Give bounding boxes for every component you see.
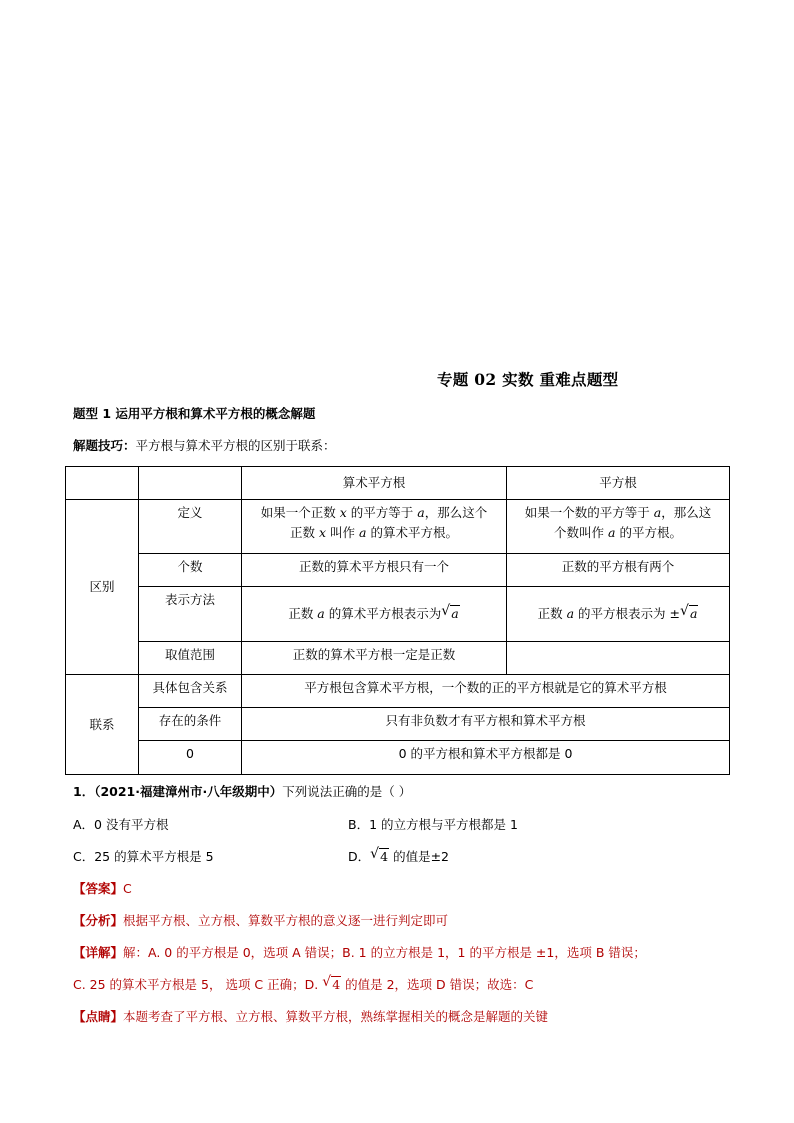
option-c: C．25 的算术平方根是 5 — [73, 849, 214, 864]
sqrt-symbol: √ 4 — [322, 977, 341, 992]
option-a: A．0 没有平方根 — [73, 817, 169, 832]
cell-range-arith: 正数的算术平方根一定是正数 — [242, 642, 507, 675]
detail-line-1: 【详解】解：A. 0 的平方根是 0，选项 A 错误；B. 1 的立方根是 1，1 的平方根是 ±1，选项 B 错误； — [73, 945, 646, 960]
comment-line: 【点睛】本题考查了平方根、立方根、算数平方根，熟练掌握相关的概念是解题的关键 — [73, 1009, 549, 1024]
section-heading: 题型 1 运用平方根和算术平方根的概念解题 — [73, 406, 316, 421]
page-title: 专题 02 实数 重难点题型 — [437, 370, 619, 389]
cell-definition-square: 如果一个数的平方等于 a，那么这 个数叫作 a 的平方根。 — [507, 500, 730, 554]
cell-condition: 只有非负数才有平方根和算术平方根 — [242, 708, 730, 741]
tips-text: 平方根与算术平方根的区别于联系： — [135, 438, 336, 453]
row-label-inclusion: 具体包含关系 — [139, 675, 242, 708]
cell-count-square: 正数的平方根有两个 — [507, 554, 730, 587]
option-b: B．1 的立方根与平方根都是 1 — [348, 817, 518, 832]
group-difference: 区别 — [66, 500, 139, 675]
cell-range-square — [507, 642, 730, 675]
row-label-zero: 0 — [139, 741, 242, 775]
row-label-range: 取值范围 — [139, 642, 242, 675]
sqrt-symbol: √ a — [441, 604, 459, 624]
cell-inclusion: 平方根包含算术平方根，一个数的正的平方根就是它的算术平方根 — [242, 675, 730, 708]
cell-count-arith: 正数的算术平方根只有一个 — [242, 554, 507, 587]
question-stem: 1．（2021·福建漳州市·八年级期中）下列说法正确的是（ ） — [73, 784, 412, 799]
cell-definition-arith: 如果一个正数 x 的平方等于 a，那么这个 正数 x 叫作 a 的算术平方根。 — [242, 500, 507, 554]
detail-line-2: C. 25 的算术平方根是 5， 选项 C 正确；D. √ 4 的值是 2，选项 D 错误；故选：C — [73, 975, 533, 993]
header-square-root: 平方根 — [507, 467, 730, 500]
table-empty-header — [139, 467, 242, 500]
cell-zero: 0 的平方根和算术平方根都是 0 — [242, 741, 730, 775]
table-corner-cell — [66, 467, 139, 500]
cell-notation-square: 正数 a 的平方根表示为 ±√ a — [507, 587, 730, 642]
row-label-notation: 表示方法 — [139, 587, 242, 642]
analysis-line: 【分析】根据平方根、立方根、算数平方根的意义逐一进行判定即可 — [73, 913, 449, 928]
sqrt-symbol: √ 4 — [370, 849, 389, 864]
comparison-table — [65, 466, 730, 775]
header-arith-root: 算术平方根 — [242, 467, 507, 500]
row-label-count: 个数 — [139, 554, 242, 587]
row-label-condition: 存在的条件 — [139, 708, 242, 741]
tips-line — [73, 436, 336, 454]
sqrt-symbol: √ a — [680, 604, 698, 624]
row-label-definition: 定义 — [139, 500, 242, 554]
cell-notation-arith: 正数 a 的算术平方根表示为√ a — [242, 587, 507, 642]
tips-label: 解题技巧： — [73, 438, 136, 453]
answer-line: 【答案】C — [73, 881, 132, 896]
option-d: D．√ 4 的值是±2 — [348, 847, 449, 865]
group-relation: 联系 — [66, 675, 139, 775]
